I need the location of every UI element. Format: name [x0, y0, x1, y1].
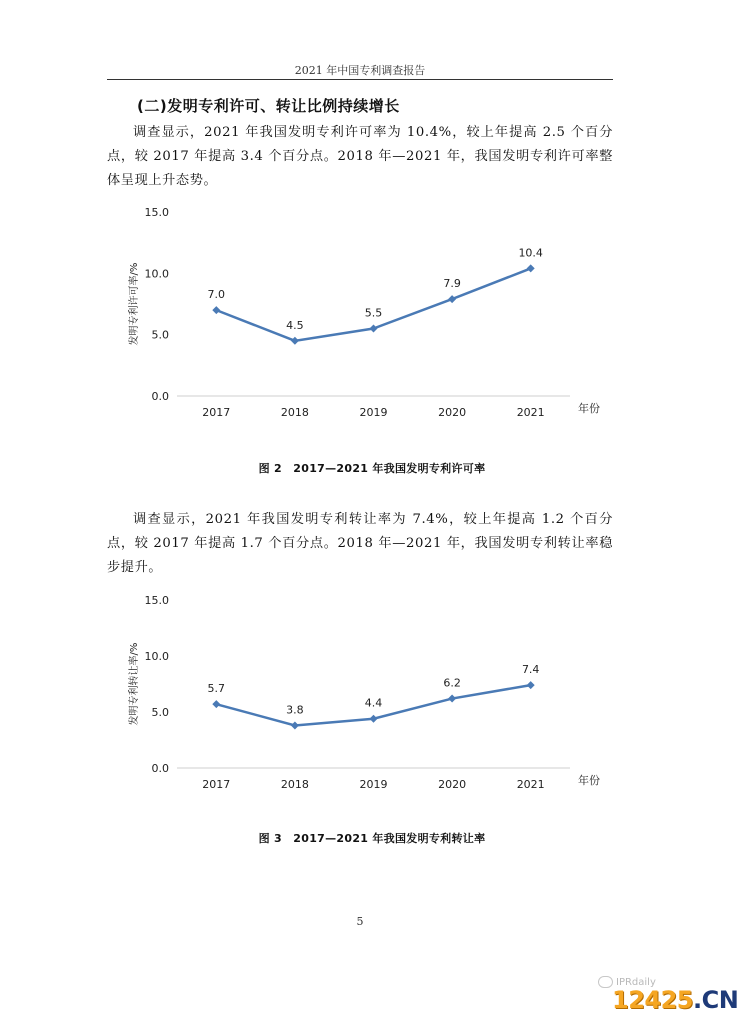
- y-tick-label: 5.0: [151, 328, 169, 342]
- chart-license-rate: [115, 200, 615, 424]
- data-point-marker: [527, 264, 535, 272]
- chat-bubble-icon: [598, 976, 613, 988]
- header-divider: [107, 79, 613, 80]
- x-tick-label: 2019: [359, 778, 388, 791]
- figure-caption-3: 图 3 2017—2021 年我国发明专利转让率: [258, 832, 486, 845]
- x-tick-label: 2021: [516, 778, 545, 791]
- watermark-suffix: .CN: [693, 986, 738, 1014]
- page-number: 5: [356, 915, 364, 928]
- paragraph-license: 调查显示，2021 年我国发明专利许可率为 10.4%，较上年提高 2.5 个百分点，较 2017 年提高 3.4 个百分点。2018 年—2021 年，我国发明专利许可率整体呈现上升态势。: [107, 125, 613, 188]
- chart-transfer-rate: [115, 588, 615, 792]
- x-axis-title: 年份: [578, 402, 600, 415]
- source-mark-text: IPRdaily: [616, 977, 656, 988]
- y-axis-title: 发明专利许可率/%: [129, 262, 140, 346]
- data-point-marker: [448, 695, 456, 703]
- data-value-label: 7.4: [521, 663, 540, 677]
- data-value-label: 3.8: [286, 703, 304, 717]
- y-tick-label: 0.0: [151, 762, 169, 775]
- data-value-label: 5.7: [207, 682, 226, 696]
- x-tick-label: 2018: [280, 778, 309, 791]
- y-tick-label: 15.0: [144, 206, 169, 219]
- data-point-marker: [291, 337, 299, 345]
- data-point-marker: [212, 306, 220, 314]
- y-tick-label: 10.0: [144, 267, 169, 281]
- figure-caption-2: 图 2 2017—2021 年我国发明专利许可率: [258, 462, 486, 475]
- x-tick-label: 2018: [280, 406, 309, 419]
- site-watermark: [612, 986, 738, 1014]
- y-tick-label: 5.0: [151, 706, 169, 719]
- data-value-label: 4.4: [364, 696, 383, 710]
- data-point-marker: [370, 325, 378, 333]
- y-tick-label: 0.0: [151, 390, 169, 403]
- y-tick-label: 10.0: [144, 650, 169, 663]
- data-value-label: 4.5: [286, 318, 304, 332]
- x-tick-label: 2017: [202, 778, 231, 791]
- data-value-label: 6.2: [443, 676, 461, 690]
- x-tick-label: 2019: [359, 406, 388, 419]
- data-point-marker: [527, 681, 535, 689]
- x-tick-label: 2017: [202, 406, 231, 419]
- running-header: 2021 年中国专利调查报告: [294, 64, 426, 77]
- x-tick-label: 2020: [438, 778, 467, 791]
- x-tick-label: 2020: [438, 406, 467, 419]
- y-axis-title: 发明专利转让率/%: [129, 642, 140, 726]
- section-heading: (二)发明专利许可、转让比例持续增长: [137, 97, 400, 115]
- data-value-label: 7.0: [207, 288, 226, 302]
- transfer-rate-line-chart: [115, 588, 615, 791]
- data-point-marker: [448, 295, 456, 303]
- data-point-marker: [370, 715, 378, 723]
- paragraph-transfer: 调查显示，2021 年我国发明专利转让率为 7.4%，较上年提高 1.2 个百分点，较 2017 年提高 1.7 个百分点。2018 年—2021 年，我国发明专利转让率稳步提升。: [107, 512, 613, 575]
- data-value-label: 10.4: [518, 246, 543, 260]
- x-tick-label: 2021: [516, 406, 545, 419]
- watermark-number: 12425: [612, 986, 693, 1014]
- y-tick-label: 15.0: [144, 594, 169, 607]
- license-rate-line-chart: [115, 200, 615, 420]
- data-value-label: 5.5: [364, 306, 383, 320]
- data-value-label: 7.9: [443, 277, 461, 291]
- data-point-marker: [212, 700, 220, 708]
- data-point-marker: [291, 721, 299, 729]
- x-axis-title: 年份: [578, 774, 600, 787]
